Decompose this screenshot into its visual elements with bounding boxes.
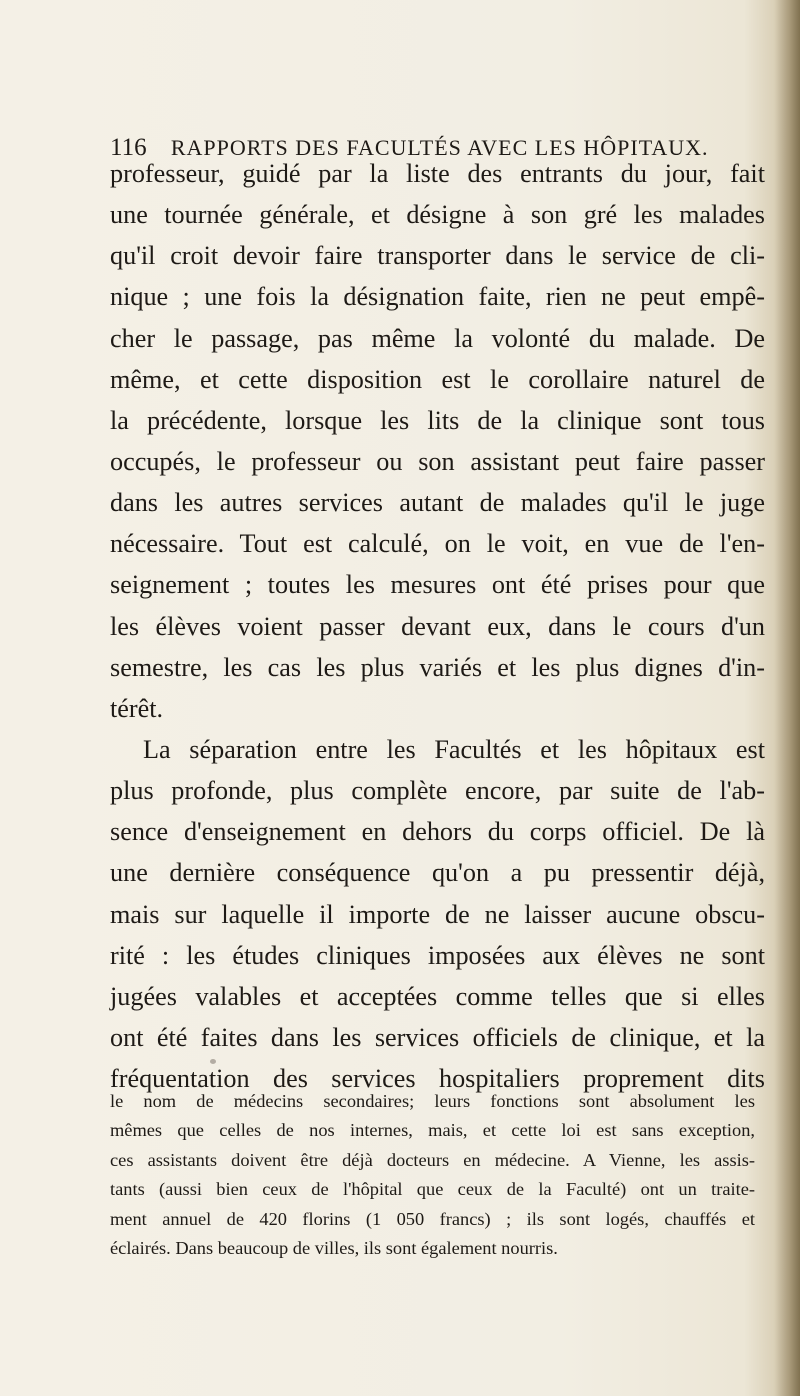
text-line: seignement ; toutes les mesures ont été prises pour que	[110, 570, 765, 600]
text-line: même, et cette disposition est le corollaire naturel de	[110, 364, 765, 394]
text-line: térêt.	[110, 693, 164, 723]
text-line: plus profonde, plus complète encore, par suite de l'ab-	[110, 776, 765, 806]
text-line: ont été faites dans les services officiels de clinique, et la	[110, 1022, 765, 1052]
page-edge-shadow	[774, 0, 800, 1396]
footnote-line: ment annuel de 420 florins (1 050 francs) ; ils sont logés, chauffés et	[110, 1208, 755, 1229]
text-line: mais sur laquelle il importe de ne laisser aucune obscu-	[110, 899, 765, 929]
running-head-title: RAPPORTS DES FACULTÉS AVEC LES HÔPITAUX.	[170, 135, 709, 160]
text-line: les élèves voient passer devant eux, dans le cours d'un	[110, 611, 765, 641]
text-line: une tournée générale, et désigne à son gré les malades	[110, 200, 765, 230]
paper-speck	[210, 1059, 216, 1064]
text-line: occupés, le professeur ou son assistant peut faire passer	[110, 446, 765, 476]
body-text	[110, 153, 765, 1099]
text-line: professeur, guidé par la liste des entrants du jour, fait	[110, 159, 765, 188]
text-line: la précédente, lorsque les lits de la clinique sont tous	[110, 405, 765, 435]
footnote-line: le nom de médecins secondaires; leurs fonctions sont absolument les	[110, 1091, 755, 1111]
text-line: nécessaire. Tout est calculé, on le voit, en vue de l'en-	[110, 529, 765, 559]
footnote-line: éclairés. Dans beaucoup de villes, ils sont également nourris.	[110, 1237, 558, 1258]
text-line: nique ; une fois la désignation faite, rien ne peut empê-	[110, 282, 765, 312]
footnote	[110, 1087, 755, 1263]
text-line: cher le passage, pas même la volonté du malade. De	[110, 323, 765, 353]
text-line: semestre, les cas les plus variés et les plus dignes d'in-	[110, 652, 765, 682]
text-line: fréquentation des services hospitaliers proprement dits	[110, 1064, 765, 1094]
text-line: rité : les études cliniques imposées aux élèves ne sont	[110, 940, 765, 970]
text-line: une dernière conséquence qu'on a pu pressentir déjà,	[110, 858, 765, 888]
text-line: qu'il croit devoir faire transporter dans le service de cli-	[110, 241, 765, 271]
footnote-line: mêmes que celles de nos internes, mais, et cette loi est sans exception,	[110, 1120, 755, 1141]
footnote-line: ces assistants doivent être déjà docteurs en médecine. A Vienne, les assis-	[110, 1149, 755, 1170]
text-line: sence d'enseignement en dehors du corps officiel. De là	[110, 817, 765, 847]
text-line: La séparation entre les Facultés et les hôpitaux est	[143, 734, 765, 764]
page-number: 116	[110, 134, 147, 161]
text-line: jugées valables et acceptées comme telles que si elles	[110, 981, 765, 1011]
text-line: dans les autres services autant de malades qu'il le juge	[110, 488, 765, 518]
footnote-line: tants (aussi bien ceux de l'hôpital que ceux de la Faculté) ont un traite-	[110, 1179, 755, 1200]
